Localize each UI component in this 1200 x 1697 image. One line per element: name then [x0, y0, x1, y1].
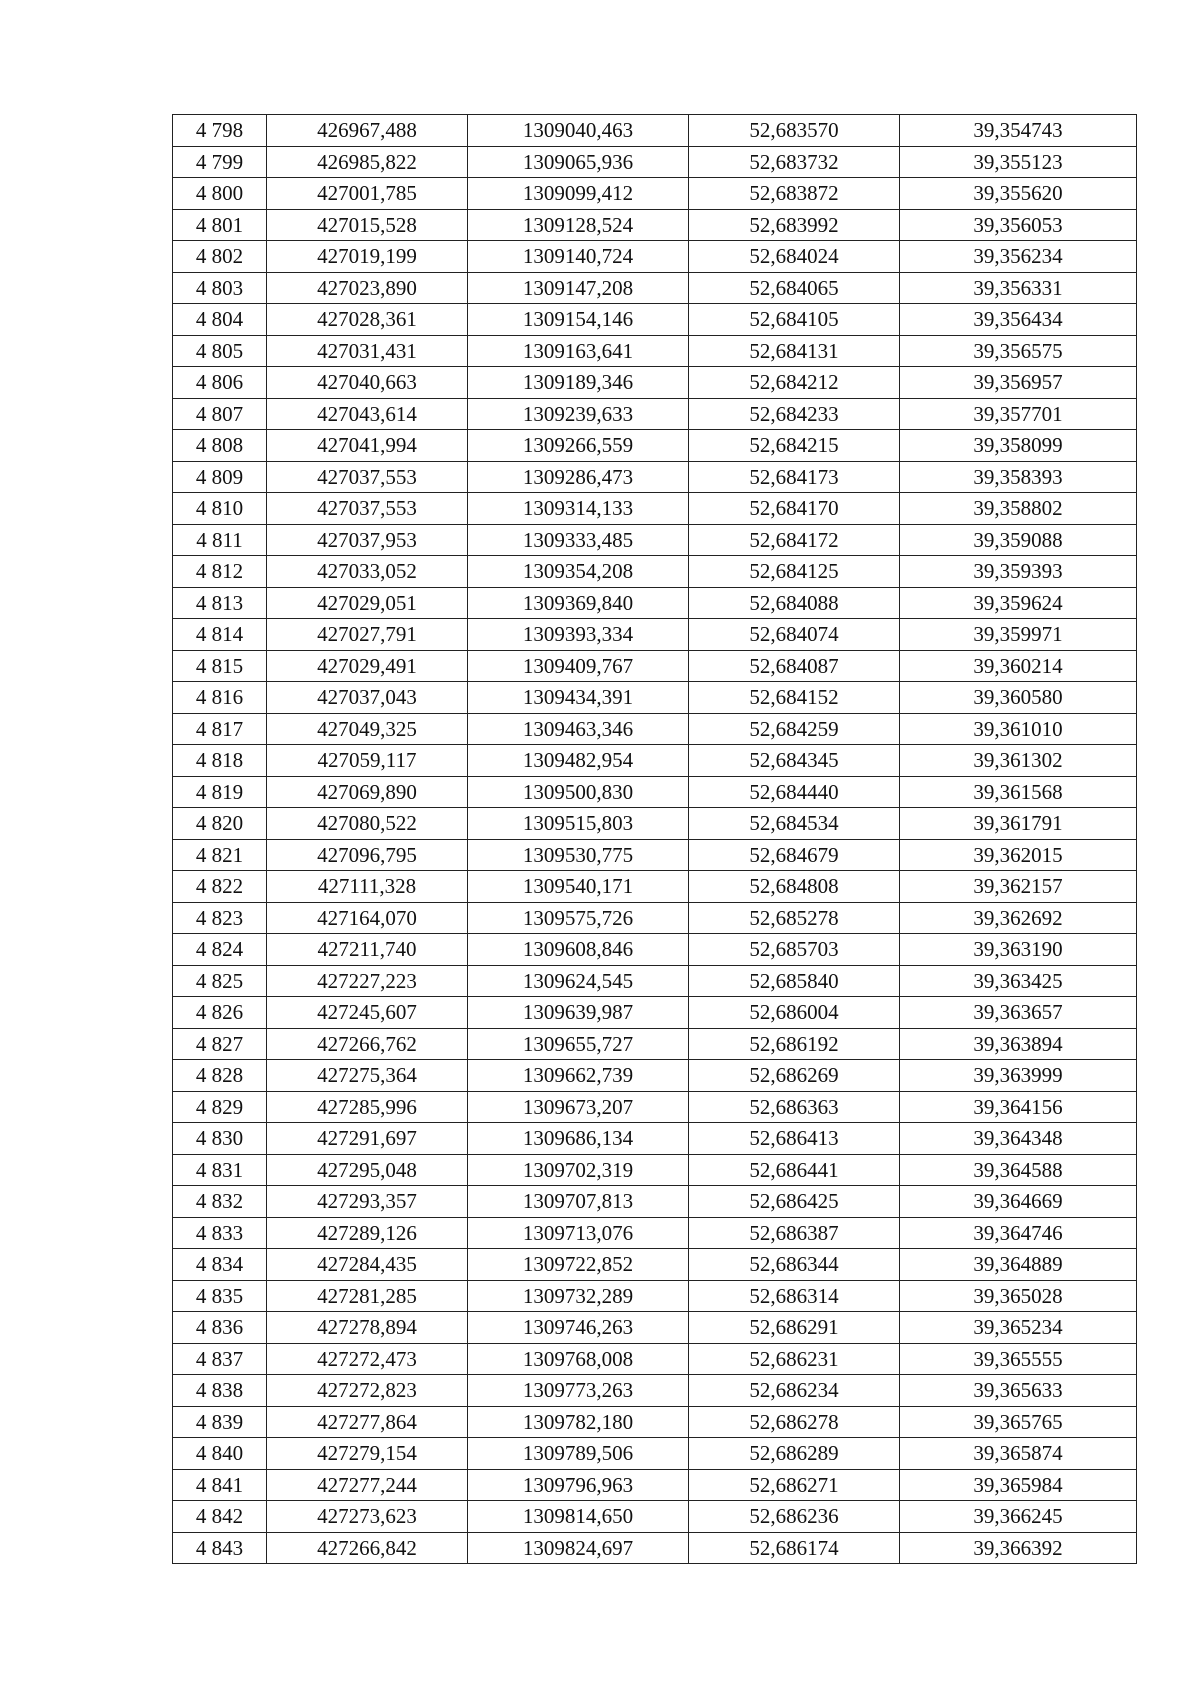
- point-number-cell: 4 810: [173, 493, 267, 525]
- longitude-cell: 39,366245: [900, 1501, 1137, 1533]
- point-number-cell: 4 800: [173, 178, 267, 210]
- x-coordinate-cell: 427295,048: [267, 1154, 468, 1186]
- latitude-cell: 52,684215: [689, 430, 900, 462]
- latitude-cell: 52,683570: [689, 115, 900, 147]
- point-number-cell: 4 813: [173, 587, 267, 619]
- table-row: [173, 556, 1137, 588]
- y-coordinate-cell: 1309624,545: [468, 965, 689, 997]
- latitude-cell: 52,684212: [689, 367, 900, 399]
- point-number-cell: 4 808: [173, 430, 267, 462]
- longitude-cell: 39,357701: [900, 398, 1137, 430]
- coordinates-table: [172, 114, 1137, 1564]
- table-row: [173, 839, 1137, 871]
- longitude-cell: 39,355620: [900, 178, 1137, 210]
- x-coordinate-cell: 427031,431: [267, 335, 468, 367]
- longitude-cell: 39,363999: [900, 1060, 1137, 1092]
- latitude-cell: 52,686425: [689, 1186, 900, 1218]
- latitude-cell: 52,686192: [689, 1028, 900, 1060]
- point-number-cell: 4 814: [173, 619, 267, 651]
- y-coordinate-cell: 1309128,524: [468, 209, 689, 241]
- point-number-cell: 4 818: [173, 745, 267, 777]
- longitude-cell: 39,365555: [900, 1343, 1137, 1375]
- longitude-cell: 39,362015: [900, 839, 1137, 871]
- point-number-cell: 4 843: [173, 1532, 267, 1564]
- point-number-cell: 4 815: [173, 650, 267, 682]
- x-coordinate-cell: 427278,894: [267, 1312, 468, 1344]
- longitude-cell: 39,362692: [900, 902, 1137, 934]
- table-row: [173, 1406, 1137, 1438]
- table-row: [173, 115, 1137, 147]
- latitude-cell: 52,684440: [689, 776, 900, 808]
- table-row: [173, 1060, 1137, 1092]
- table-row: [173, 272, 1137, 304]
- y-coordinate-cell: 1309163,641: [468, 335, 689, 367]
- y-coordinate-cell: 1309575,726: [468, 902, 689, 934]
- y-coordinate-cell: 1309702,319: [468, 1154, 689, 1186]
- table-row: [173, 587, 1137, 619]
- latitude-cell: 52,686291: [689, 1312, 900, 1344]
- point-number-cell: 4 798: [173, 115, 267, 147]
- x-coordinate-cell: 427029,051: [267, 587, 468, 619]
- point-number-cell: 4 819: [173, 776, 267, 808]
- longitude-cell: 39,358099: [900, 430, 1137, 462]
- latitude-cell: 52,684170: [689, 493, 900, 525]
- x-coordinate-cell: 427293,357: [267, 1186, 468, 1218]
- table-row: [173, 808, 1137, 840]
- x-coordinate-cell: 427019,199: [267, 241, 468, 273]
- table-row: [173, 965, 1137, 997]
- point-number-cell: 4 816: [173, 682, 267, 714]
- x-coordinate-cell: 427272,823: [267, 1375, 468, 1407]
- x-coordinate-cell: 427279,154: [267, 1438, 468, 1470]
- latitude-cell: 52,686363: [689, 1091, 900, 1123]
- table-row: [173, 524, 1137, 556]
- table-row: [173, 335, 1137, 367]
- x-coordinate-cell: 427049,325: [267, 713, 468, 745]
- x-coordinate-cell: 427275,364: [267, 1060, 468, 1092]
- point-number-cell: 4 835: [173, 1280, 267, 1312]
- latitude-cell: 52,683992: [689, 209, 900, 241]
- point-number-cell: 4 820: [173, 808, 267, 840]
- latitude-cell: 52,684074: [689, 619, 900, 651]
- longitude-cell: 39,364889: [900, 1249, 1137, 1281]
- y-coordinate-cell: 1309140,724: [468, 241, 689, 273]
- y-coordinate-cell: 1309099,412: [468, 178, 689, 210]
- point-number-cell: 4 802: [173, 241, 267, 273]
- x-coordinate-cell: 427111,328: [267, 871, 468, 903]
- y-coordinate-cell: 1309713,076: [468, 1217, 689, 1249]
- table-row: [173, 367, 1137, 399]
- point-number-cell: 4 833: [173, 1217, 267, 1249]
- table-row: [173, 619, 1137, 651]
- longitude-cell: 39,356331: [900, 272, 1137, 304]
- latitude-cell: 52,684105: [689, 304, 900, 336]
- longitude-cell: 39,363190: [900, 934, 1137, 966]
- table-row: [173, 1280, 1137, 1312]
- y-coordinate-cell: 1309773,263: [468, 1375, 689, 1407]
- latitude-cell: 52,686344: [689, 1249, 900, 1281]
- longitude-cell: 39,365028: [900, 1280, 1137, 1312]
- point-number-cell: 4 807: [173, 398, 267, 430]
- table-row: [173, 430, 1137, 462]
- x-coordinate-cell: 427040,663: [267, 367, 468, 399]
- table-row: [173, 461, 1137, 493]
- table-row: [173, 241, 1137, 273]
- latitude-cell: 52,686234: [689, 1375, 900, 1407]
- longitude-cell: 39,364669: [900, 1186, 1137, 1218]
- latitude-cell: 52,684679: [689, 839, 900, 871]
- latitude-cell: 52,684125: [689, 556, 900, 588]
- latitude-cell: 52,686004: [689, 997, 900, 1029]
- x-coordinate-cell: 427037,043: [267, 682, 468, 714]
- y-coordinate-cell: 1309286,473: [468, 461, 689, 493]
- x-coordinate-cell: 427028,361: [267, 304, 468, 336]
- longitude-cell: 39,366392: [900, 1532, 1137, 1564]
- longitude-cell: 39,363894: [900, 1028, 1137, 1060]
- y-coordinate-cell: 1309530,775: [468, 839, 689, 871]
- y-coordinate-cell: 1309639,987: [468, 997, 689, 1029]
- x-coordinate-cell: 426967,488: [267, 115, 468, 147]
- longitude-cell: 39,364156: [900, 1091, 1137, 1123]
- x-coordinate-cell: 427069,890: [267, 776, 468, 808]
- point-number-cell: 4 801: [173, 209, 267, 241]
- longitude-cell: 39,356053: [900, 209, 1137, 241]
- point-number-cell: 4 826: [173, 997, 267, 1029]
- x-coordinate-cell: 427245,607: [267, 997, 468, 1029]
- x-coordinate-cell: 427029,491: [267, 650, 468, 682]
- table-row: [173, 493, 1137, 525]
- longitude-cell: 39,361302: [900, 745, 1137, 777]
- y-coordinate-cell: 1309147,208: [468, 272, 689, 304]
- latitude-cell: 52,684087: [689, 650, 900, 682]
- table-row: [173, 1343, 1137, 1375]
- point-number-cell: 4 822: [173, 871, 267, 903]
- latitude-cell: 52,686387: [689, 1217, 900, 1249]
- x-coordinate-cell: 427096,795: [267, 839, 468, 871]
- latitude-cell: 52,684152: [689, 682, 900, 714]
- y-coordinate-cell: 1309789,506: [468, 1438, 689, 1470]
- y-coordinate-cell: 1309673,207: [468, 1091, 689, 1123]
- x-coordinate-cell: 427272,473: [267, 1343, 468, 1375]
- y-coordinate-cell: 1309333,485: [468, 524, 689, 556]
- point-number-cell: 4 842: [173, 1501, 267, 1533]
- table-row: [173, 650, 1137, 682]
- longitude-cell: 39,355123: [900, 146, 1137, 178]
- longitude-cell: 39,356575: [900, 335, 1137, 367]
- latitude-cell: 52,686236: [689, 1501, 900, 1533]
- x-coordinate-cell: 427037,953: [267, 524, 468, 556]
- y-coordinate-cell: 1309707,813: [468, 1186, 689, 1218]
- point-number-cell: 4 799: [173, 146, 267, 178]
- longitude-cell: 39,354743: [900, 115, 1137, 147]
- x-coordinate-cell: 427037,553: [267, 493, 468, 525]
- y-coordinate-cell: 1309746,263: [468, 1312, 689, 1344]
- y-coordinate-cell: 1309189,346: [468, 367, 689, 399]
- point-number-cell: 4 803: [173, 272, 267, 304]
- table-row: [173, 1154, 1137, 1186]
- longitude-cell: 39,363425: [900, 965, 1137, 997]
- longitude-cell: 39,364348: [900, 1123, 1137, 1155]
- y-coordinate-cell: 1309500,830: [468, 776, 689, 808]
- longitude-cell: 39,356434: [900, 304, 1137, 336]
- y-coordinate-cell: 1309239,633: [468, 398, 689, 430]
- y-coordinate-cell: 1309686,134: [468, 1123, 689, 1155]
- x-coordinate-cell: 427037,553: [267, 461, 468, 493]
- y-coordinate-cell: 1309463,346: [468, 713, 689, 745]
- longitude-cell: 39,365874: [900, 1438, 1137, 1470]
- latitude-cell: 52,684024: [689, 241, 900, 273]
- x-coordinate-cell: 427164,070: [267, 902, 468, 934]
- longitude-cell: 39,359088: [900, 524, 1137, 556]
- latitude-cell: 52,683872: [689, 178, 900, 210]
- x-coordinate-cell: 427227,223: [267, 965, 468, 997]
- latitude-cell: 52,686269: [689, 1060, 900, 1092]
- x-coordinate-cell: 427059,117: [267, 745, 468, 777]
- x-coordinate-cell: 427001,785: [267, 178, 468, 210]
- longitude-cell: 39,356234: [900, 241, 1137, 273]
- longitude-cell: 39,359971: [900, 619, 1137, 651]
- y-coordinate-cell: 1309662,739: [468, 1060, 689, 1092]
- latitude-cell: 52,685278: [689, 902, 900, 934]
- longitude-cell: 39,356957: [900, 367, 1137, 399]
- longitude-cell: 39,358802: [900, 493, 1137, 525]
- point-number-cell: 4 838: [173, 1375, 267, 1407]
- latitude-cell: 52,684233: [689, 398, 900, 430]
- longitude-cell: 39,362157: [900, 871, 1137, 903]
- x-coordinate-cell: 427041,994: [267, 430, 468, 462]
- latitude-cell: 52,684534: [689, 808, 900, 840]
- x-coordinate-cell: 427285,996: [267, 1091, 468, 1123]
- table-row: [173, 1249, 1137, 1281]
- longitude-cell: 39,359393: [900, 556, 1137, 588]
- latitude-cell: 52,686271: [689, 1469, 900, 1501]
- longitude-cell: 39,364588: [900, 1154, 1137, 1186]
- point-number-cell: 4 830: [173, 1123, 267, 1155]
- y-coordinate-cell: 1309393,334: [468, 619, 689, 651]
- latitude-cell: 52,686314: [689, 1280, 900, 1312]
- y-coordinate-cell: 1309515,803: [468, 808, 689, 840]
- latitude-cell: 52,684172: [689, 524, 900, 556]
- table-row: [173, 1532, 1137, 1564]
- point-number-cell: 4 821: [173, 839, 267, 871]
- y-coordinate-cell: 1309814,650: [468, 1501, 689, 1533]
- y-coordinate-cell: 1309154,146: [468, 304, 689, 336]
- longitude-cell: 39,361010: [900, 713, 1137, 745]
- table-row: [173, 682, 1137, 714]
- table-row: [173, 1091, 1137, 1123]
- y-coordinate-cell: 1309314,133: [468, 493, 689, 525]
- y-coordinate-cell: 1309065,936: [468, 146, 689, 178]
- point-number-cell: 4 806: [173, 367, 267, 399]
- y-coordinate-cell: 1309768,008: [468, 1343, 689, 1375]
- latitude-cell: 52,684131: [689, 335, 900, 367]
- point-number-cell: 4 827: [173, 1028, 267, 1060]
- x-coordinate-cell: 427027,791: [267, 619, 468, 651]
- point-number-cell: 4 825: [173, 965, 267, 997]
- x-coordinate-cell: 427273,623: [267, 1501, 468, 1533]
- table-row: [173, 1501, 1137, 1533]
- longitude-cell: 39,365765: [900, 1406, 1137, 1438]
- table-row: [173, 398, 1137, 430]
- table-row: [173, 146, 1137, 178]
- point-number-cell: 4 841: [173, 1469, 267, 1501]
- x-coordinate-cell: 427043,614: [267, 398, 468, 430]
- x-coordinate-cell: 427291,697: [267, 1123, 468, 1155]
- x-coordinate-cell: 427284,435: [267, 1249, 468, 1281]
- longitude-cell: 39,365234: [900, 1312, 1137, 1344]
- latitude-cell: 52,685840: [689, 965, 900, 997]
- point-number-cell: 4 812: [173, 556, 267, 588]
- longitude-cell: 39,365984: [900, 1469, 1137, 1501]
- y-coordinate-cell: 1309732,289: [468, 1280, 689, 1312]
- table-row: [173, 871, 1137, 903]
- point-number-cell: 4 834: [173, 1249, 267, 1281]
- latitude-cell: 52,686174: [689, 1532, 900, 1564]
- x-coordinate-cell: 427080,522: [267, 808, 468, 840]
- y-coordinate-cell: 1309655,727: [468, 1028, 689, 1060]
- table-row: [173, 1028, 1137, 1060]
- table-row: [173, 1186, 1137, 1218]
- table-row: [173, 934, 1137, 966]
- y-coordinate-cell: 1309354,208: [468, 556, 689, 588]
- longitude-cell: 39,361568: [900, 776, 1137, 808]
- y-coordinate-cell: 1309369,840: [468, 587, 689, 619]
- longitude-cell: 39,360580: [900, 682, 1137, 714]
- point-number-cell: 4 836: [173, 1312, 267, 1344]
- x-coordinate-cell: 426985,822: [267, 146, 468, 178]
- y-coordinate-cell: 1309608,846: [468, 934, 689, 966]
- latitude-cell: 52,684808: [689, 871, 900, 903]
- longitude-cell: 39,358393: [900, 461, 1137, 493]
- table-row: [173, 304, 1137, 336]
- latitude-cell: 52,686278: [689, 1406, 900, 1438]
- latitude-cell: 52,686231: [689, 1343, 900, 1375]
- table-row: [173, 745, 1137, 777]
- longitude-cell: 39,360214: [900, 650, 1137, 682]
- latitude-cell: 52,684345: [689, 745, 900, 777]
- y-coordinate-cell: 1309722,852: [468, 1249, 689, 1281]
- point-number-cell: 4 828: [173, 1060, 267, 1092]
- point-number-cell: 4 840: [173, 1438, 267, 1470]
- longitude-cell: 39,365633: [900, 1375, 1137, 1407]
- x-coordinate-cell: 427211,740: [267, 934, 468, 966]
- y-coordinate-cell: 1309482,954: [468, 745, 689, 777]
- y-coordinate-cell: 1309409,767: [468, 650, 689, 682]
- y-coordinate-cell: 1309824,697: [468, 1532, 689, 1564]
- point-number-cell: 4 837: [173, 1343, 267, 1375]
- longitude-cell: 39,363657: [900, 997, 1137, 1029]
- y-coordinate-cell: 1309434,391: [468, 682, 689, 714]
- y-coordinate-cell: 1309266,559: [468, 430, 689, 462]
- point-number-cell: 4 823: [173, 902, 267, 934]
- table-row: [173, 997, 1137, 1029]
- point-number-cell: 4 839: [173, 1406, 267, 1438]
- longitude-cell: 39,364746: [900, 1217, 1137, 1249]
- point-number-cell: 4 811: [173, 524, 267, 556]
- x-coordinate-cell: 427266,842: [267, 1532, 468, 1564]
- table-row: [173, 209, 1137, 241]
- y-coordinate-cell: 1309782,180: [468, 1406, 689, 1438]
- latitude-cell: 52,684259: [689, 713, 900, 745]
- x-coordinate-cell: 427023,890: [267, 272, 468, 304]
- latitude-cell: 52,684088: [689, 587, 900, 619]
- table-row: [173, 1217, 1137, 1249]
- table-row: [173, 178, 1137, 210]
- point-number-cell: 4 817: [173, 713, 267, 745]
- y-coordinate-cell: 1309540,171: [468, 871, 689, 903]
- table-row: [173, 1469, 1137, 1501]
- x-coordinate-cell: 427277,864: [267, 1406, 468, 1438]
- point-number-cell: 4 809: [173, 461, 267, 493]
- latitude-cell: 52,686289: [689, 1438, 900, 1470]
- x-coordinate-cell: 427277,244: [267, 1469, 468, 1501]
- longitude-cell: 39,361791: [900, 808, 1137, 840]
- latitude-cell: 52,686413: [689, 1123, 900, 1155]
- coordinates-table-body: [173, 115, 1137, 1564]
- point-number-cell: 4 804: [173, 304, 267, 336]
- x-coordinate-cell: 427289,126: [267, 1217, 468, 1249]
- table-row: [173, 902, 1137, 934]
- point-number-cell: 4 829: [173, 1091, 267, 1123]
- x-coordinate-cell: 427266,762: [267, 1028, 468, 1060]
- latitude-cell: 52,684173: [689, 461, 900, 493]
- point-number-cell: 4 831: [173, 1154, 267, 1186]
- latitude-cell: 52,686441: [689, 1154, 900, 1186]
- point-number-cell: 4 824: [173, 934, 267, 966]
- y-coordinate-cell: 1309040,463: [468, 115, 689, 147]
- table-row: [173, 776, 1137, 808]
- point-number-cell: 4 832: [173, 1186, 267, 1218]
- x-coordinate-cell: 427015,528: [267, 209, 468, 241]
- table-row: [173, 1123, 1137, 1155]
- table-row: [173, 1438, 1137, 1470]
- longitude-cell: 39,359624: [900, 587, 1137, 619]
- y-coordinate-cell: 1309796,963: [468, 1469, 689, 1501]
- table-row: [173, 1312, 1137, 1344]
- table-row: [173, 1375, 1137, 1407]
- point-number-cell: 4 805: [173, 335, 267, 367]
- latitude-cell: 52,683732: [689, 146, 900, 178]
- x-coordinate-cell: 427033,052: [267, 556, 468, 588]
- x-coordinate-cell: 427281,285: [267, 1280, 468, 1312]
- table-row: [173, 713, 1137, 745]
- latitude-cell: 52,684065: [689, 272, 900, 304]
- latitude-cell: 52,685703: [689, 934, 900, 966]
